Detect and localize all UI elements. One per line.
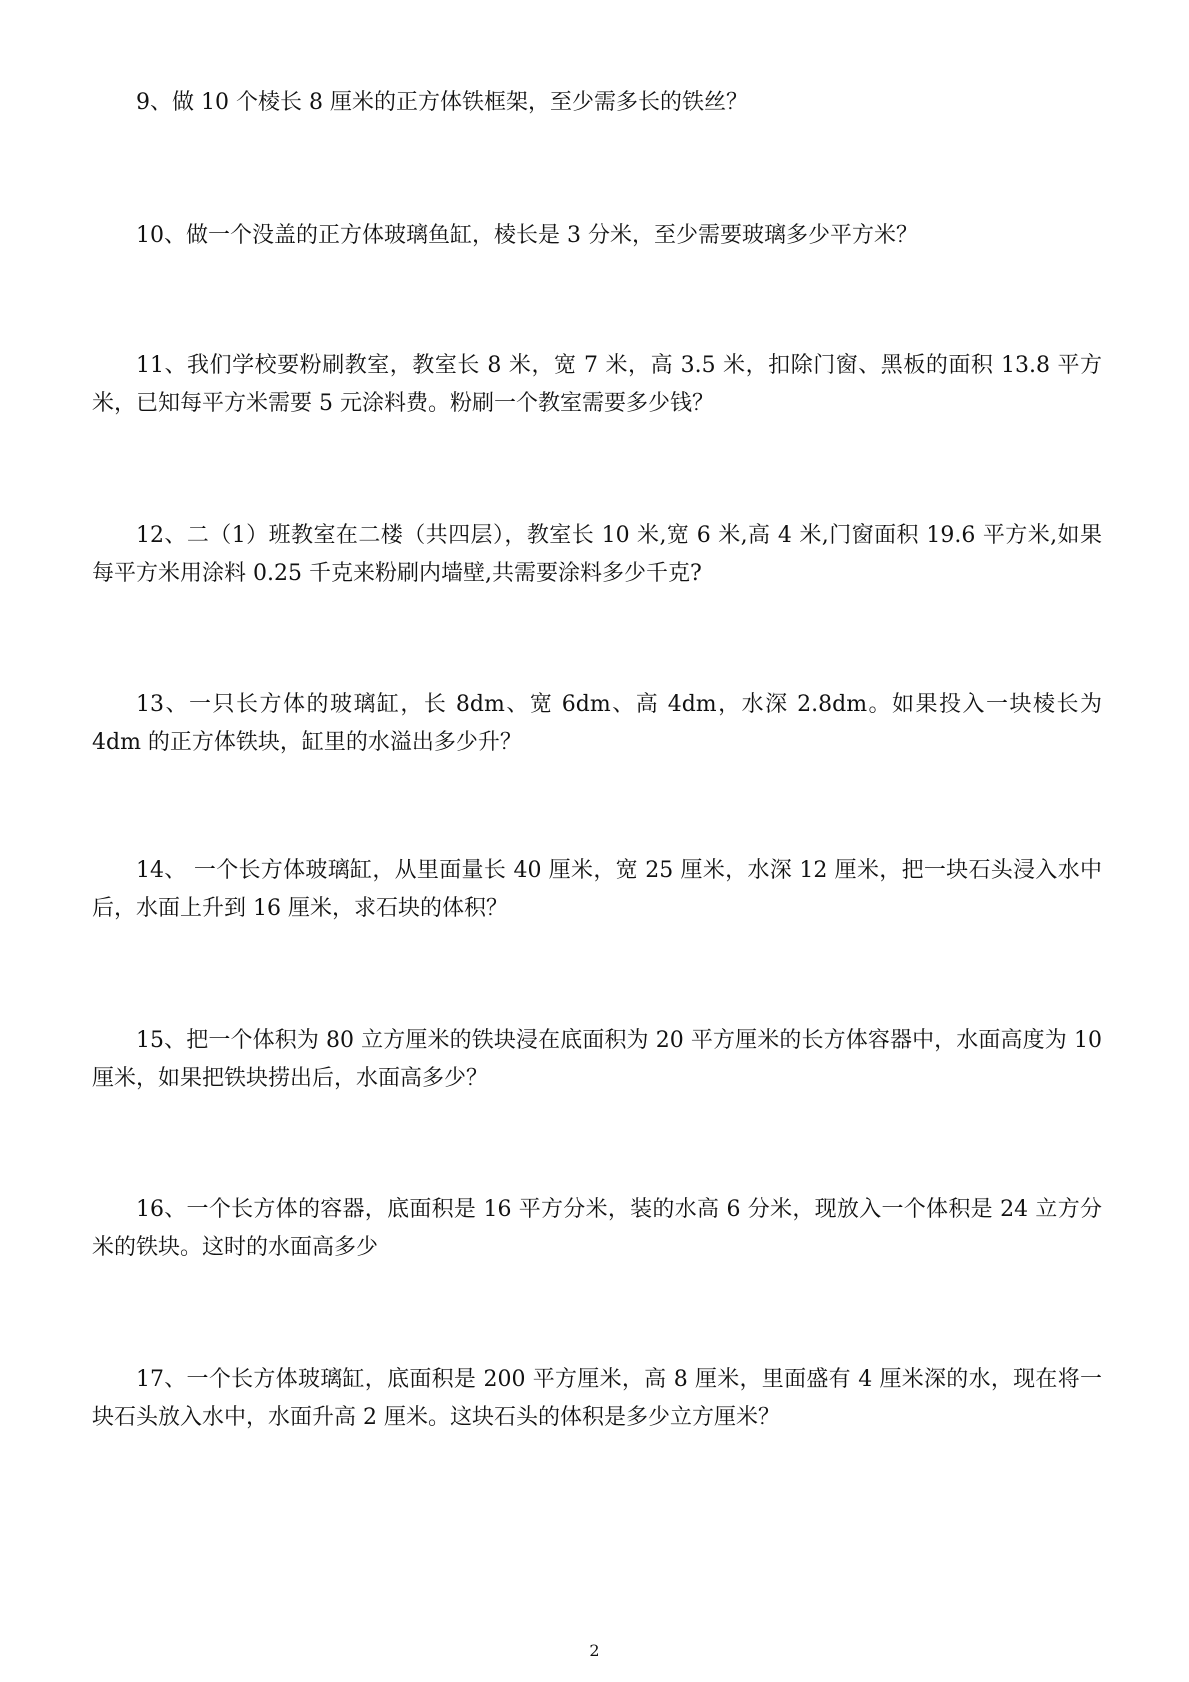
problem-17: 17、一个长方体玻璃缸，底面积是 200 平方厘米，高 8 厘米，里面盛有 4 厘米深的水，现在将一块石头放入水中，水面升高 2 厘米。这块石头的体积是多少立方厘米？ [92, 1367, 1102, 1430]
problem-11: 11、我们学校要粉刷教室，教室长 8 米，宽 7 米，高 3.5 米，扣除门窗、黑板的面积 13.8 平方米，已知每平方米需要 5 元涂料费。粉刷一个教室需要多少钱？ [92, 353, 1102, 416]
problem-9: 9、做 10 个棱长 8 厘米的正方体铁框架，至少需多长的铁丝？ [136, 90, 748, 115]
problem-10: 10、做一个没盖的正方体玻璃鱼缸，棱长是 3 分米，至少需要玻璃多少平方米？ [136, 223, 918, 248]
problem-12: 12、二（1）班教室在二楼（共四层），教室长 10 米,宽 6 米,高 4 米,门窗面积 19.6 平方米,如果每平方米用涂料 0.25 千克来粉刷内墙壁,共需要涂料多少千克? [92, 523, 1102, 586]
problem-15: 15、把一个体积为 80 立方厘米的铁块浸在底面积为 20 平方厘米的长方体容器中，水面高度为 10 厘米，如果把铁块捞出后，水面高多少？ [92, 1028, 1102, 1091]
page-number: 2 [589, 1641, 600, 1660]
problem-14: 14、 一个长方体玻璃缸，从里面量长 40 厘米，宽 25 厘米，水深 12 厘米，把一块石头浸入水中后，水面上升到 16 厘米，求石块的体积？ [92, 858, 1102, 921]
problem-13: 13、一只长方体的玻璃缸，长 8dm、宽 6dm、高 4dm，水深 2.8dm。如果投入一块棱长为 4dm 的正方体铁块，缸里的水溢出多少升？ [92, 692, 1102, 755]
problem-16: 16、一个长方体的容器，底面积是 16 平方分米，装的水高 6 分米，现放入一个体积是 24 立方分米的铁块。这时的水面高多少 [92, 1197, 1102, 1260]
